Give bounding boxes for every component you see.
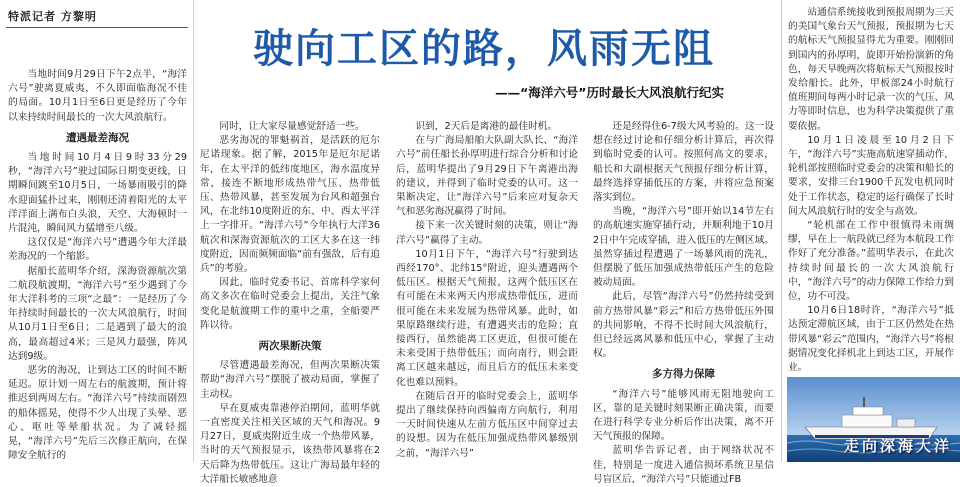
byline: 特派记者 方黎明 [8, 10, 97, 23]
paragraph: 此后，尽管“海洋六号”仍然持续受到前方热带风暴“彩云”和后方热带低压外围的共同影响，不得不长时间大风浪航行，但已经远离风暴和低压中心，掌握了主动权。 [593, 291, 774, 360]
column-rule [193, 0, 194, 462]
ship-photo [787, 377, 960, 462]
paragraph: 蓝明华告诉记者，由于网络状况不佳，特别是一度进入通信损坏系统卫星信号盲区后，“海洋六号”只能通过FB [593, 445, 774, 485]
column-3 [396, 120, 578, 462]
paragraph: 还是经得住6-7级大风考验的。这一设想在经过讨论和仔细分析计算后，再次得到临时党委的认可。按照何高文的要求，船长和大副根据天气预报仔细分析计算，最终选择穿插低压的方案，并将应急预案落实到位。 [593, 121, 774, 204]
column-5 [788, 6, 954, 374]
paragraph: 因此，临时党委书记、首席科学家何高文多次在临时党委会上提出，关注气象变化是航渡期工作的重中之重，全船要严阵以待。 [200, 277, 380, 331]
paragraph: 在随后召开的临时党委会上，蓝明华提出了继续保持向西偏南方向航行，利用一天时间快速从左前方低压区中间穿过去的设想。因为在低压加强成热带风暴级别之前，“海洋六号” [396, 390, 578, 459]
subheading: 多方得力保障 [652, 368, 715, 381]
column-1 [8, 68, 187, 462]
paragraph: 同时，让大家尽量感觉舒适一些。 [219, 121, 365, 132]
paragraph: 10月1日下午，“海洋六号”行驶到达西经170°、北纬15°附近，迎头遭遇两个低压区。根据天气预报，这两个低压区在有可能在未来两天内形成热带低压，进而很可能在未来发展为热带风暴。此时，如果原路继续行进，有遭遇夹击的危险；直接西行，虽然能离工区更近，但很可能在未来受困于热带低压；而向南行，则会距离工区越来越远，而且后方的低压未来变化也难以预料。 [396, 248, 578, 388]
paragraph: 10月1日凌晨至10月2日下午，“海洋六号”实施高航速穿插动作，轮机部按照临时党委会的决策和船长的要求，安排三台1900千瓦发电机同时处于工作状态，稳定的运行确保了长时间大风浪航行时的安全与高效。 [788, 134, 954, 217]
paragraph: 识到，2天后是离港的最佳时机。 [415, 121, 558, 132]
paragraph: 据船长蓝明华介绍，深海资源航次第二航段航渡期，“海洋六号”至少遇到了今年大洋科考的三项“之最”：一是经历了今年持续时间最长的一次大风浪航行，时间从10月1日至6日；二是遇到了最大的浪高，最高超过4米；三是风力最强，阵风达到9级。 [8, 265, 187, 362]
paragraph: 当地时间10月4日9时33分29秒，“海洋六号”驶过国际日期变更线，日期瞬间跳至10月5日，一场暴雨吸引的降水迎面猛扑过来，刚刚还清着阳光的太平洋洋面上满布白头浪，天空、大海顿时一片混沌，瞬间风力猛增至八级。 [8, 152, 187, 235]
paragraph: 在与广海局船舶大队副大队长、“海洋六号”前任船长孙厚明进行综合分析和讨论后，蓝明华提出了9月29日下午离港出海的建议，并得到了临时党委的认可。这一果断决定，让“海洋六号”后来应对复杂天气和恶劣海况赢得了时间。 [396, 135, 578, 218]
paragraph: “海洋六号”能够风雨无阻地驶向工区，靠的是关键时刻果断正确决策，而要在进行科学专业分析后作出决策，离不开天气预报的保障。 [593, 388, 774, 443]
byline-rule [6, 27, 188, 28]
column-2 [200, 120, 380, 485]
paragraph: 10月6日18时许，“海洋六号”抵达预定滞航区域，由于工区仍然处在热带风暴“彩云”范围内，“海洋六号”将根据情况变化择机北上到达工区，开展作业。 [788, 305, 954, 374]
paragraph: 站通信系统接收到预报周期为三天的美国气象台天气预报，预报期为七天的航标天气预报显得尤为重要。刚刚回到国内的孙厚明，旋即开始扮演新的角色，每天早晚两次将航标天气预报按时发给船长。此外，甲板部24小时航行值班期间每两小时记录一次的气压、风力等即时信息，也为科学决策提供了重要依据。 [788, 7, 954, 132]
paragraph: “轮机部在工作中很慎得未雨绸缪，早在上一航段就已经为本航段工作作好了充分准备。”蓝明华表示，在此次持续时间最长的一次大风浪航行中，“海洋六号”的动力保障工作给力到位，功不可没。 [788, 220, 954, 303]
paragraph: 这仅仅是“海洋六号”遭遇今年大洋最差海况的一个缩影。 [8, 237, 187, 263]
headline: 驶向工区的路，风雨无阻 [253, 25, 715, 72]
subheading: 遭遇最差海况 [66, 131, 129, 144]
paragraph: 当晚，“海洋六号”即开始以14节左右的高航速实施穿插行动，并顺利地于10月2日中午完成穿插，进入低压的左侧区域。虽然穿插过程遭遇了一场暴风雨的洗礼，但摆脱了低压加强成热带低压产生的危险被动局面。 [593, 206, 774, 289]
photo-caption: 走向深海大洋 [843, 437, 952, 455]
column-rule [781, 0, 782, 462]
column-4 [593, 120, 774, 485]
subheading: 两次果断决策 [258, 340, 322, 353]
deck: ——“海洋六号”历时最长大风浪航行纪实 [495, 85, 724, 100]
paragraph: 恶劣的海况，让到达工区的时间不断延迟。原计划一周左右的航渡期，预计将推迟到两周左右。“海洋六号”持续而剧烈的船体摇晃，使得不少人出现了头晕、恶心、呕吐等晕船状况。为了减轻摇晃，“海洋六号”先后三次修正航向，在保障安全航行的 [8, 365, 187, 462]
paragraph: 当地时间9月29日下午2点半，“海洋六号”驶离夏威夷，不久即面临海况不佳的局面。10月1日至6日更是经历了今年以来持续时间最长的一次大风浪航行。 [8, 69, 187, 123]
paragraph: 尽管遭遇最差海况，但两次果断决策帮助“海洋六号”摆脱了被动局面，掌握了主动权。 [200, 360, 380, 400]
paragraph: 接下来一次关键时刻的决策，则让“海洋六号”赢得了主动。 [396, 220, 578, 246]
paragraph: 恶劣海况的罪魁祸首，是活跃的厄尔尼诺现象。据了解，2015年是厄尔尼诺年，在太平洋的低纬度地区，海水温度异常，接连不断地形成热带气压、热带低压、热带风暴，甚至发展为台风和超强台风，在北纬10度附近的东、中、西太平洋上一字排开。“海洋六号”今年执行大洋36航次和深海资源航次的工区大多在这一纬度附近，因而频频面临“前有强敌，后有追兵”的考验。 [200, 135, 380, 275]
paragraph: 早在夏威夷靠港停泊期间，蓝明华就一直密度关注相关区域的天气和海况。9月27日，夏威夷附近生成一个热带风暴，当时的天气预报显示，该热带风暴将在2天后降为热带低压。这让广海局最年轻的大洋船长敏感地意 [200, 402, 380, 485]
